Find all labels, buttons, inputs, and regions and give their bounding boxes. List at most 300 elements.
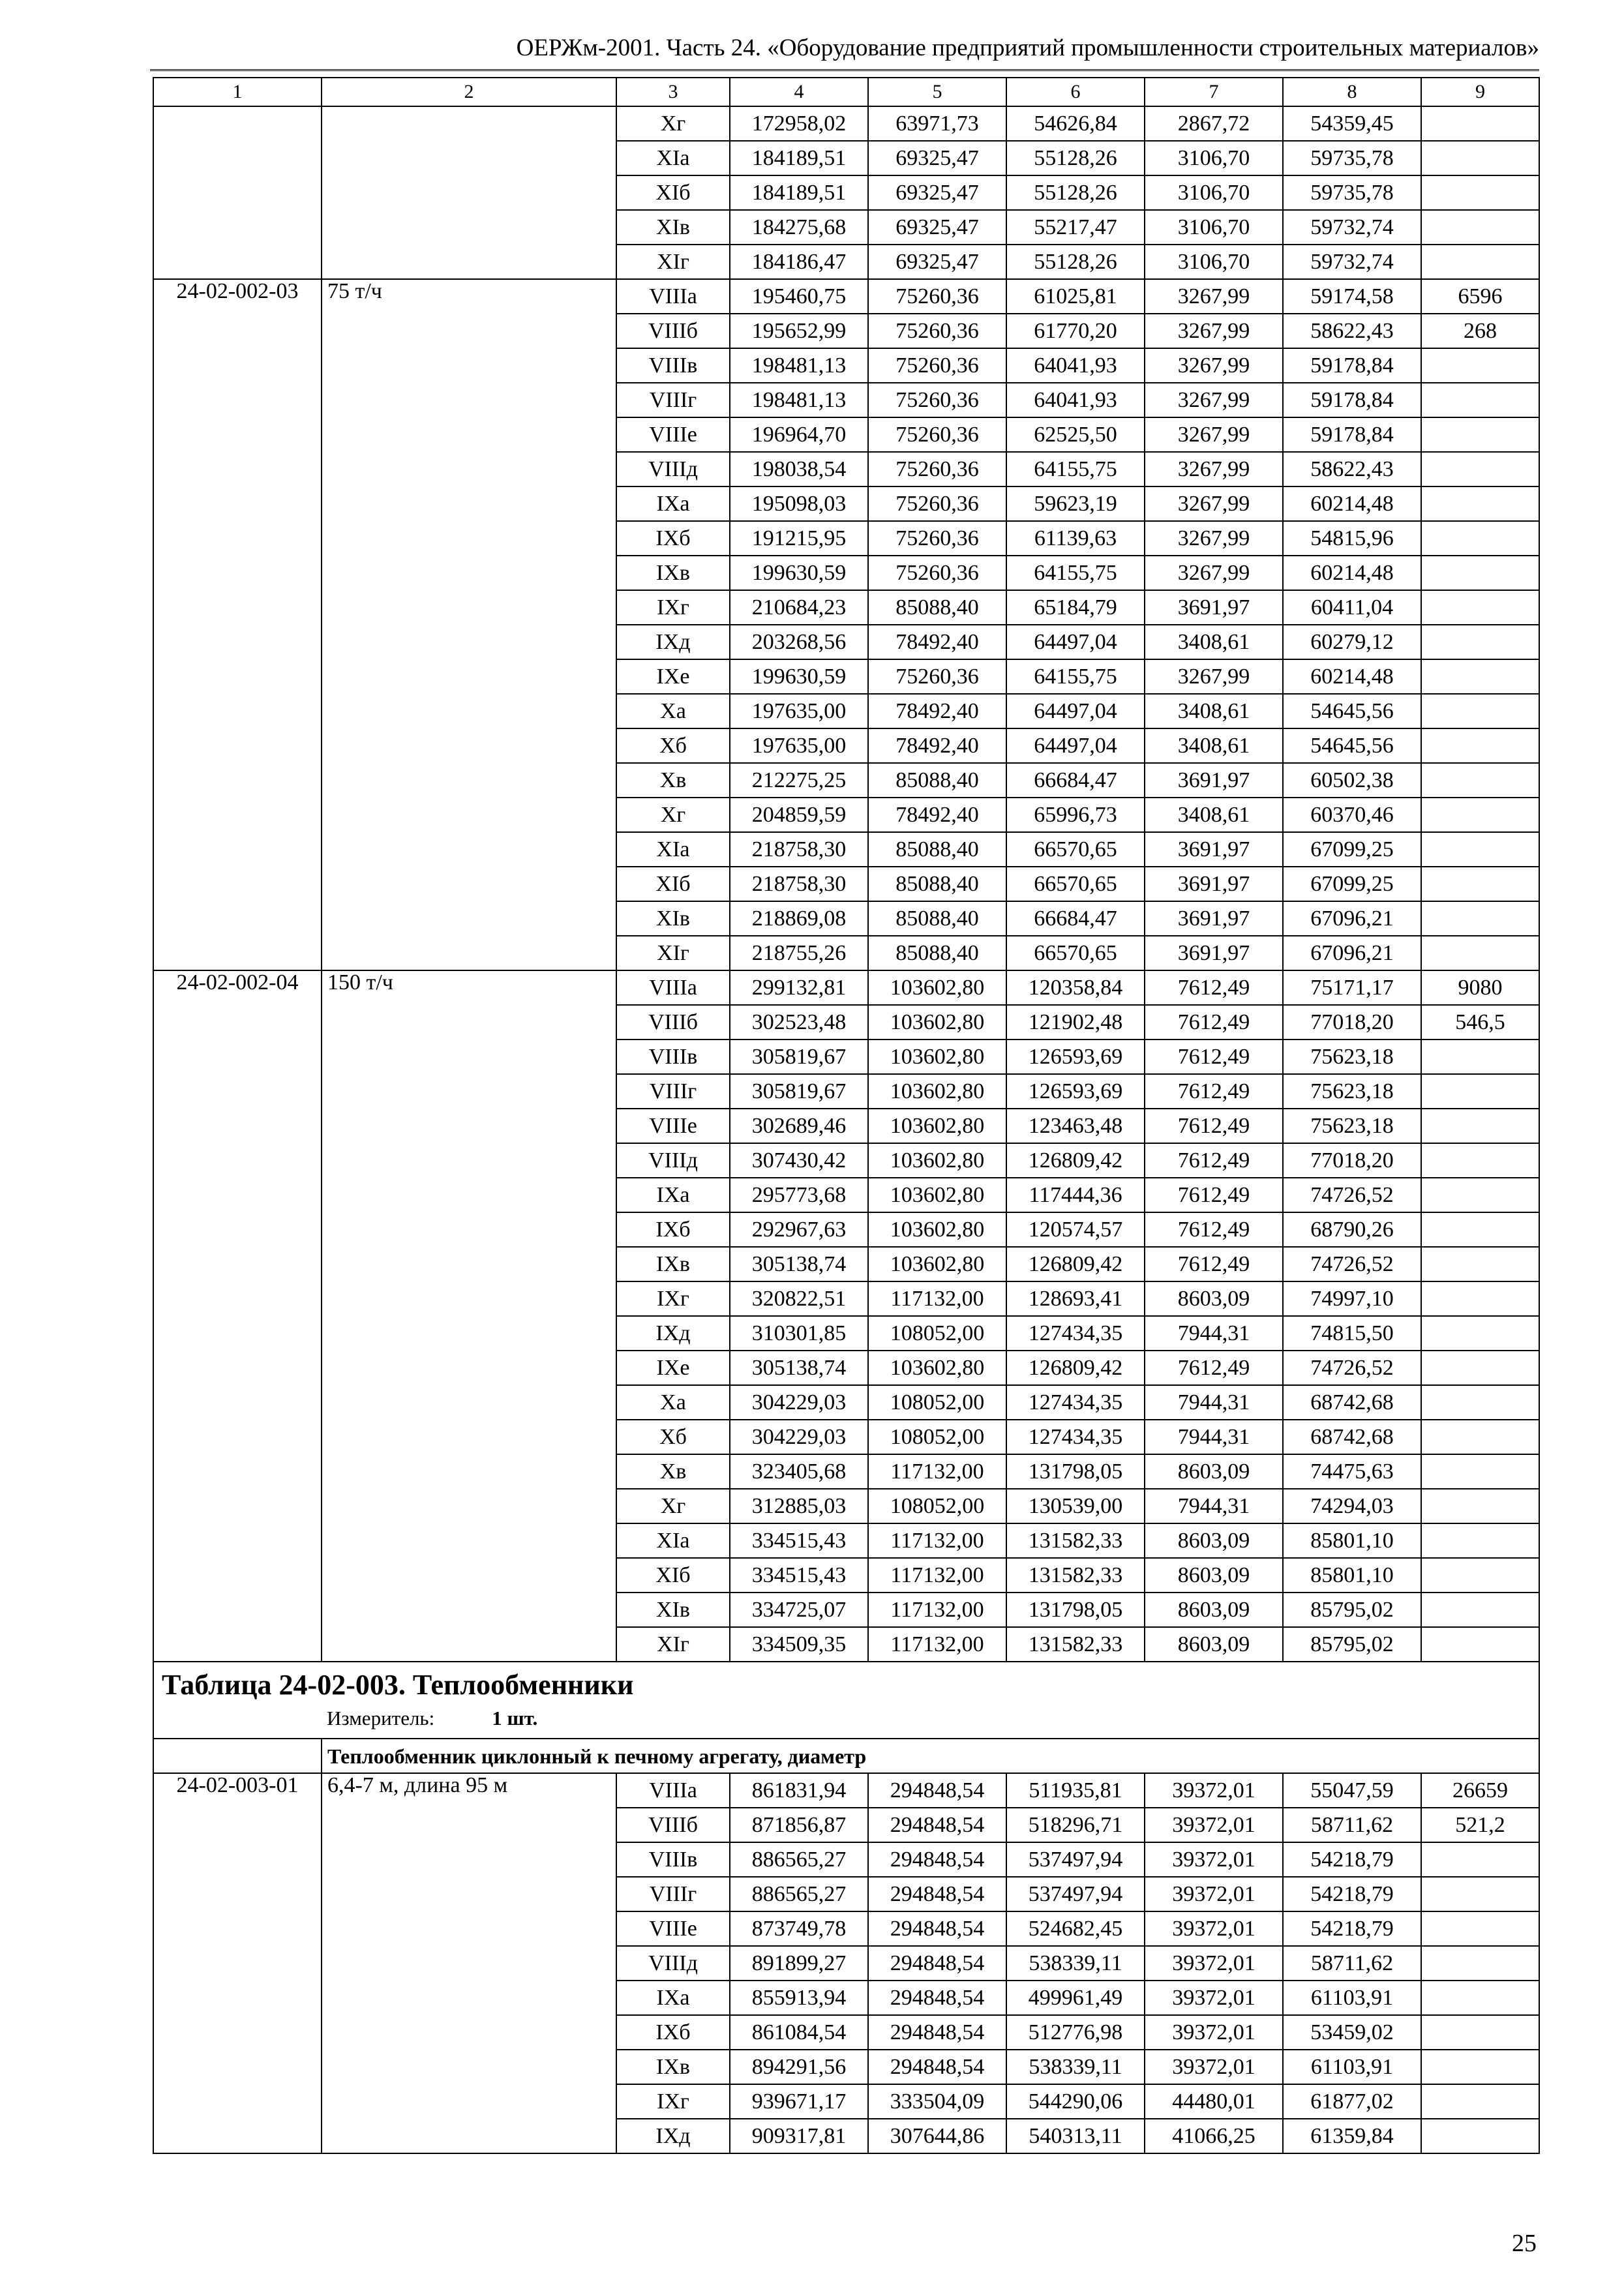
labor-cost <box>1421 348 1539 383</box>
table-row <box>153 1773 1539 1808</box>
total-cost: 197635,00 <box>730 728 868 763</box>
materials-cost: 77018,20 <box>1283 1143 1421 1178</box>
region-code: XIв <box>616 210 730 245</box>
wages: 85088,40 <box>868 763 1006 798</box>
machine-cost: 123463,48 <box>1006 1109 1145 1143</box>
table-row <box>153 970 1539 1005</box>
labor-cost <box>1421 521 1539 556</box>
total-cost: 861084,54 <box>730 2015 868 2050</box>
machinist-wages: 7612,49 <box>1145 1109 1283 1143</box>
machinist-wages: 3267,99 <box>1145 452 1283 486</box>
rate-code: 24-02-002-03 <box>153 279 322 970</box>
wages: 78492,40 <box>868 798 1006 832</box>
machinist-wages: 3106,70 <box>1145 245 1283 279</box>
region-code: VIIIб <box>616 1005 730 1040</box>
total-cost: 195098,03 <box>730 486 868 521</box>
total-cost: 855913,94 <box>730 1981 868 2015</box>
wages: 69325,47 <box>868 210 1006 245</box>
total-cost: 198481,13 <box>730 348 868 383</box>
total-cost: 184189,51 <box>730 141 868 175</box>
machine-cost: 511935,81 <box>1006 1773 1145 1808</box>
region-code: IXе <box>616 659 730 694</box>
materials-cost: 59732,74 <box>1283 210 1421 245</box>
machine-cost: 59623,19 <box>1006 486 1145 521</box>
wages: 108052,00 <box>868 1420 1006 1454</box>
wages: 103602,80 <box>868 1212 1006 1247</box>
region-code: XIв <box>616 1593 730 1627</box>
total-cost: 334725,07 <box>730 1593 868 1627</box>
labor-cost <box>1421 1489 1539 1523</box>
labor-cost <box>1421 1627 1539 1662</box>
total-cost: 191215,95 <box>730 521 868 556</box>
materials-cost: 54359,45 <box>1283 106 1421 141</box>
total-cost: 196964,70 <box>730 417 868 452</box>
total-cost: 310301,85 <box>730 1316 868 1351</box>
section-row <box>153 1662 1539 1739</box>
total-cost: 197635,00 <box>730 694 868 728</box>
labor-cost <box>1421 1247 1539 1281</box>
materials-cost: 59732,74 <box>1283 245 1421 279</box>
wages: 108052,00 <box>868 1385 1006 1420</box>
machine-cost: 62525,50 <box>1006 417 1145 452</box>
labor-cost: 6596 <box>1421 279 1539 314</box>
section-cell <box>153 1662 1539 1739</box>
column-number-row <box>153 78 1539 106</box>
materials-cost: 54218,79 <box>1283 1842 1421 1877</box>
region-code: Xа <box>616 1385 730 1420</box>
wages: 103602,80 <box>868 970 1006 1005</box>
machinist-wages: 7944,31 <box>1145 1420 1283 1454</box>
labor-cost <box>1421 1109 1539 1143</box>
materials-cost: 68790,26 <box>1283 1212 1421 1247</box>
labor-cost <box>1421 1420 1539 1454</box>
machinist-wages: 8603,09 <box>1145 1454 1283 1489</box>
labor-cost <box>1421 728 1539 763</box>
region-code: Xг <box>616 1489 730 1523</box>
machinist-wages: 39372,01 <box>1145 1946 1283 1981</box>
wages: 108052,00 <box>868 1316 1006 1351</box>
labor-cost <box>1421 2050 1539 2084</box>
materials-cost: 77018,20 <box>1283 1005 1421 1040</box>
wages: 75260,36 <box>868 314 1006 348</box>
column-number: 5 <box>868 78 1006 106</box>
machine-cost: 131582,33 <box>1006 1558 1145 1593</box>
machine-cost: 55128,26 <box>1006 175 1145 210</box>
total-cost: 198481,13 <box>730 383 868 417</box>
total-cost: 305819,67 <box>730 1040 868 1074</box>
rate-name <box>322 106 616 279</box>
materials-cost: 58622,43 <box>1283 452 1421 486</box>
subheading-row <box>153 1739 1539 1773</box>
region-code: IXг <box>616 1281 730 1316</box>
region-code: IXа <box>616 1178 730 1212</box>
region-code: Xг <box>616 798 730 832</box>
total-cost: 871856,87 <box>730 1808 868 1842</box>
total-cost: 323405,68 <box>730 1454 868 1489</box>
labor-cost <box>1421 175 1539 210</box>
region-code: XIб <box>616 867 730 901</box>
total-cost: 307430,42 <box>730 1143 868 1178</box>
machinist-wages: 2867,72 <box>1145 106 1283 141</box>
region-code: VIIIб <box>616 314 730 348</box>
total-cost: 295773,68 <box>730 1178 868 1212</box>
region-code: VIIIб <box>616 1808 730 1842</box>
labor-cost <box>1421 556 1539 590</box>
machinist-wages: 39372,01 <box>1145 1981 1283 2015</box>
total-cost: 939671,17 <box>730 2084 868 2119</box>
machine-cost: 126593,69 <box>1006 1040 1145 1074</box>
region-code: VIIIе <box>616 1109 730 1143</box>
machine-cost: 126593,69 <box>1006 1074 1145 1109</box>
total-cost: 212275,25 <box>730 763 868 798</box>
materials-cost: 58711,62 <box>1283 1946 1421 1981</box>
wages: 117132,00 <box>868 1454 1006 1489</box>
region-code: XIа <box>616 832 730 867</box>
machine-cost: 126809,42 <box>1006 1247 1145 1281</box>
region-code: XIг <box>616 1627 730 1662</box>
materials-cost: 74726,52 <box>1283 1247 1421 1281</box>
machinist-wages: 7944,31 <box>1145 1316 1283 1351</box>
column-number: 2 <box>322 78 616 106</box>
machinist-wages: 39372,01 <box>1145 1842 1283 1877</box>
materials-cost: 55047,59 <box>1283 1773 1421 1808</box>
wages: 117132,00 <box>868 1558 1006 1593</box>
region-code: IXд <box>616 1316 730 1351</box>
machine-cost: 61025,81 <box>1006 279 1145 314</box>
machinist-wages: 3408,61 <box>1145 694 1283 728</box>
machinist-wages: 3267,99 <box>1145 556 1283 590</box>
labor-cost <box>1421 106 1539 141</box>
machine-cost: 64041,93 <box>1006 383 1145 417</box>
materials-cost: 85795,02 <box>1283 1593 1421 1627</box>
labor-cost: 546,5 <box>1421 1005 1539 1040</box>
machine-cost: 524682,45 <box>1006 1911 1145 1946</box>
total-cost: 909317,81 <box>730 2119 868 2153</box>
materials-cost: 60214,48 <box>1283 659 1421 694</box>
wages: 294848,54 <box>868 1911 1006 1946</box>
total-cost: 305819,67 <box>730 1074 868 1109</box>
machine-cost: 544290,06 <box>1006 2084 1145 2119</box>
column-number: 3 <box>616 78 730 106</box>
region-code: IXг <box>616 2084 730 2119</box>
total-cost: 195460,75 <box>730 279 868 314</box>
wages: 117132,00 <box>868 1523 1006 1558</box>
wages: 69325,47 <box>868 175 1006 210</box>
machine-cost: 499961,49 <box>1006 1981 1145 2015</box>
rate-code: 24-02-002-04 <box>153 970 322 1662</box>
materials-cost: 85801,10 <box>1283 1558 1421 1593</box>
machinist-wages: 3267,99 <box>1145 521 1283 556</box>
labor-cost <box>1421 141 1539 175</box>
region-code: Xв <box>616 763 730 798</box>
labor-cost <box>1421 1877 1539 1911</box>
machinist-wages: 3691,97 <box>1145 867 1283 901</box>
wages: 75260,36 <box>868 659 1006 694</box>
region-code: VIIIг <box>616 383 730 417</box>
labor-cost <box>1421 763 1539 798</box>
machinist-wages: 3267,99 <box>1145 279 1283 314</box>
total-cost: 218869,08 <box>730 901 868 936</box>
machinist-wages: 7612,49 <box>1145 1005 1283 1040</box>
wages: 294848,54 <box>868 1808 1006 1842</box>
machine-cost: 538339,11 <box>1006 2050 1145 2084</box>
wages: 294848,54 <box>868 1946 1006 1981</box>
machine-cost: 131582,33 <box>1006 1523 1145 1558</box>
region-code: Xб <box>616 728 730 763</box>
rates-table <box>153 77 1540 2154</box>
machine-cost: 64497,04 <box>1006 625 1145 659</box>
wages: 103602,80 <box>868 1143 1006 1178</box>
total-cost: 304229,03 <box>730 1420 868 1454</box>
section-title: Таблица 24-02-003. Теплообменники <box>162 1669 634 1701</box>
total-cost: 198038,54 <box>730 452 868 486</box>
page-number: 25 <box>1512 2230 1537 2257</box>
region-code: IXб <box>616 521 730 556</box>
labor-cost <box>1421 245 1539 279</box>
total-cost: 299132,81 <box>730 970 868 1005</box>
wages: 85088,40 <box>868 590 1006 625</box>
machine-cost: 120358,84 <box>1006 970 1145 1005</box>
wages: 75260,36 <box>868 348 1006 383</box>
table-row <box>153 106 1539 141</box>
wages: 75260,36 <box>868 417 1006 452</box>
labor-cost <box>1421 1212 1539 1247</box>
total-cost: 302523,48 <box>730 1005 868 1040</box>
labor-cost <box>1421 383 1539 417</box>
machinist-wages: 8603,09 <box>1145 1523 1283 1558</box>
materials-cost: 75623,18 <box>1283 1074 1421 1109</box>
region-code: IXа <box>616 1981 730 2015</box>
region-code: VIIIд <box>616 1143 730 1178</box>
region-code: IXв <box>616 556 730 590</box>
machinist-wages: 3691,97 <box>1145 936 1283 970</box>
machinist-wages: 3408,61 <box>1145 798 1283 832</box>
machinist-wages: 7612,49 <box>1145 1212 1283 1247</box>
wages: 117132,00 <box>868 1593 1006 1627</box>
wages: 78492,40 <box>868 625 1006 659</box>
column-number: 7 <box>1145 78 1283 106</box>
machine-cost: 128693,41 <box>1006 1281 1145 1316</box>
wages: 103602,80 <box>868 1109 1006 1143</box>
labor-cost <box>1421 1178 1539 1212</box>
labor-cost <box>1421 1281 1539 1316</box>
total-cost: 886565,27 <box>730 1877 868 1911</box>
total-cost: 320822,51 <box>730 1281 868 1316</box>
machinist-wages: 8603,09 <box>1145 1558 1283 1593</box>
region-code: VIIIд <box>616 1946 730 1981</box>
wages: 85088,40 <box>868 901 1006 936</box>
wages: 78492,40 <box>868 728 1006 763</box>
machinist-wages: 39372,01 <box>1145 1808 1283 1842</box>
labor-cost <box>1421 1842 1539 1877</box>
machinist-wages: 3691,97 <box>1145 832 1283 867</box>
wages: 294848,54 <box>868 1842 1006 1877</box>
wages: 63971,73 <box>868 106 1006 141</box>
labor-cost: 268 <box>1421 314 1539 348</box>
machine-cost: 66570,65 <box>1006 936 1145 970</box>
materials-cost: 74815,50 <box>1283 1316 1421 1351</box>
total-cost: 302689,46 <box>730 1109 868 1143</box>
machine-cost: 55128,26 <box>1006 141 1145 175</box>
materials-cost: 67096,21 <box>1283 936 1421 970</box>
materials-cost: 58711,62 <box>1283 1808 1421 1842</box>
wages: 307644,86 <box>868 2119 1006 2153</box>
machine-cost: 65184,79 <box>1006 590 1145 625</box>
wages: 103602,80 <box>868 1005 1006 1040</box>
machinist-wages: 44480,01 <box>1145 2084 1283 2119</box>
total-cost: 312885,03 <box>730 1489 868 1523</box>
region-code: VIIIе <box>616 1911 730 1946</box>
wages: 294848,54 <box>868 1877 1006 1911</box>
wages: 75260,36 <box>868 383 1006 417</box>
machinist-wages: 3691,97 <box>1145 590 1283 625</box>
materials-cost: 59178,84 <box>1283 417 1421 452</box>
region-code: IXг <box>616 590 730 625</box>
labor-cost <box>1421 867 1539 901</box>
region-code: Xа <box>616 694 730 728</box>
labor-cost <box>1421 210 1539 245</box>
machine-cost: 126809,42 <box>1006 1143 1145 1178</box>
machinist-wages: 7944,31 <box>1145 1385 1283 1420</box>
machinist-wages: 7612,49 <box>1145 1178 1283 1212</box>
machinist-wages: 39372,01 <box>1145 2050 1283 2084</box>
machine-cost: 65996,73 <box>1006 798 1145 832</box>
total-cost: 894291,56 <box>730 2050 868 2084</box>
machine-cost: 537497,94 <box>1006 1877 1145 1911</box>
wages: 75260,36 <box>868 556 1006 590</box>
machinist-wages: 3106,70 <box>1145 141 1283 175</box>
subheading-code-cell <box>153 1739 322 1773</box>
region-code: IXе <box>616 1351 730 1385</box>
materials-cost: 75171,17 <box>1283 970 1421 1005</box>
column-number: 4 <box>730 78 868 106</box>
machinist-wages: 3408,61 <box>1145 728 1283 763</box>
materials-cost: 68742,68 <box>1283 1420 1421 1454</box>
machine-cost: 66684,47 <box>1006 763 1145 798</box>
labor-cost <box>1421 1385 1539 1420</box>
labor-cost <box>1421 1981 1539 2015</box>
machinist-wages: 7612,49 <box>1145 1351 1283 1385</box>
rates-table-body <box>153 78 1539 2153</box>
total-cost: 172958,02 <box>730 106 868 141</box>
labor-cost <box>1421 1946 1539 1981</box>
machine-cost: 64155,75 <box>1006 659 1145 694</box>
total-cost: 199630,59 <box>730 659 868 694</box>
total-cost: 204859,59 <box>730 798 868 832</box>
region-code: XIг <box>616 245 730 279</box>
wages: 85088,40 <box>868 936 1006 970</box>
labor-cost <box>1421 2015 1539 2050</box>
labor-cost <box>1421 1454 1539 1489</box>
materials-cost: 61103,91 <box>1283 2050 1421 2084</box>
machine-cost: 64497,04 <box>1006 728 1145 763</box>
materials-cost: 60502,38 <box>1283 763 1421 798</box>
region-code: IXб <box>616 2015 730 2050</box>
labor-cost <box>1421 452 1539 486</box>
labor-cost <box>1421 1523 1539 1558</box>
materials-cost: 59735,78 <box>1283 141 1421 175</box>
rate-name: 150 т/ч <box>322 970 616 1662</box>
machine-cost: 61139,63 <box>1006 521 1145 556</box>
region-code: IXд <box>616 2119 730 2153</box>
materials-cost: 58622,43 <box>1283 314 1421 348</box>
region-code: XIв <box>616 901 730 936</box>
machine-cost: 121902,48 <box>1006 1005 1145 1040</box>
labor-cost <box>1421 694 1539 728</box>
machinist-wages: 3267,99 <box>1145 486 1283 521</box>
region-code: VIIIа <box>616 970 730 1005</box>
machinist-wages: 3691,97 <box>1145 901 1283 936</box>
total-cost: 334509,35 <box>730 1627 868 1662</box>
region-code: XIг <box>616 936 730 970</box>
machine-cost: 61770,20 <box>1006 314 1145 348</box>
rate-name: 75 т/ч <box>322 279 616 970</box>
materials-cost: 74726,52 <box>1283 1178 1421 1212</box>
wages: 78492,40 <box>868 694 1006 728</box>
materials-cost: 60370,46 <box>1283 798 1421 832</box>
machine-cost: 518296,71 <box>1006 1808 1145 1842</box>
wages: 103602,80 <box>868 1247 1006 1281</box>
machinist-wages: 39372,01 <box>1145 1773 1283 1808</box>
region-code: Xб <box>616 1420 730 1454</box>
region-code: IXв <box>616 1247 730 1281</box>
total-cost: 305138,74 <box>730 1351 868 1385</box>
materials-cost: 74726,52 <box>1283 1351 1421 1385</box>
wages: 75260,36 <box>868 486 1006 521</box>
total-cost: 203268,56 <box>730 625 868 659</box>
meter-value: 1 шт. <box>492 1707 538 1729</box>
column-number: 1 <box>153 78 322 106</box>
machine-cost: 64041,93 <box>1006 348 1145 383</box>
materials-cost: 60411,04 <box>1283 590 1421 625</box>
wages: 294848,54 <box>868 2015 1006 2050</box>
wages: 69325,47 <box>868 245 1006 279</box>
machinist-wages: 39372,01 <box>1145 1911 1283 1946</box>
rate-code: 24-02-003-01 <box>153 1773 322 2153</box>
rate-name: 6,4-7 м, длина 95 м <box>322 1773 616 2153</box>
machine-cost: 131582,33 <box>1006 1627 1145 1662</box>
region-code: VIIIв <box>616 1842 730 1877</box>
wages: 85088,40 <box>868 832 1006 867</box>
labor-cost <box>1421 798 1539 832</box>
wages: 294848,54 <box>868 2050 1006 2084</box>
materials-cost: 74475,63 <box>1283 1454 1421 1489</box>
machine-cost: 66570,65 <box>1006 867 1145 901</box>
machinist-wages: 7612,49 <box>1145 1074 1283 1109</box>
machine-cost: 64155,75 <box>1006 452 1145 486</box>
materials-cost: 54645,56 <box>1283 728 1421 763</box>
materials-cost: 61359,84 <box>1283 2119 1421 2153</box>
total-cost: 199630,59 <box>730 556 868 590</box>
total-cost: 195652,99 <box>730 314 868 348</box>
machine-cost: 537497,94 <box>1006 1842 1145 1877</box>
wages: 294848,54 <box>868 1773 1006 1808</box>
machine-cost: 538339,11 <box>1006 1946 1145 1981</box>
labor-cost <box>1421 1351 1539 1385</box>
machinist-wages: 41066,25 <box>1145 2119 1283 2153</box>
machine-cost: 66570,65 <box>1006 832 1145 867</box>
labor-cost <box>1421 1593 1539 1627</box>
machine-cost: 117444,36 <box>1006 1178 1145 1212</box>
machinist-wages: 7612,49 <box>1145 1040 1283 1074</box>
column-number: 6 <box>1006 78 1145 106</box>
materials-cost: 60279,12 <box>1283 625 1421 659</box>
total-cost: 292967,63 <box>730 1212 868 1247</box>
materials-cost: 59735,78 <box>1283 175 1421 210</box>
labor-cost <box>1421 1558 1539 1593</box>
region-code: VIIIа <box>616 279 730 314</box>
wages: 75260,36 <box>868 521 1006 556</box>
